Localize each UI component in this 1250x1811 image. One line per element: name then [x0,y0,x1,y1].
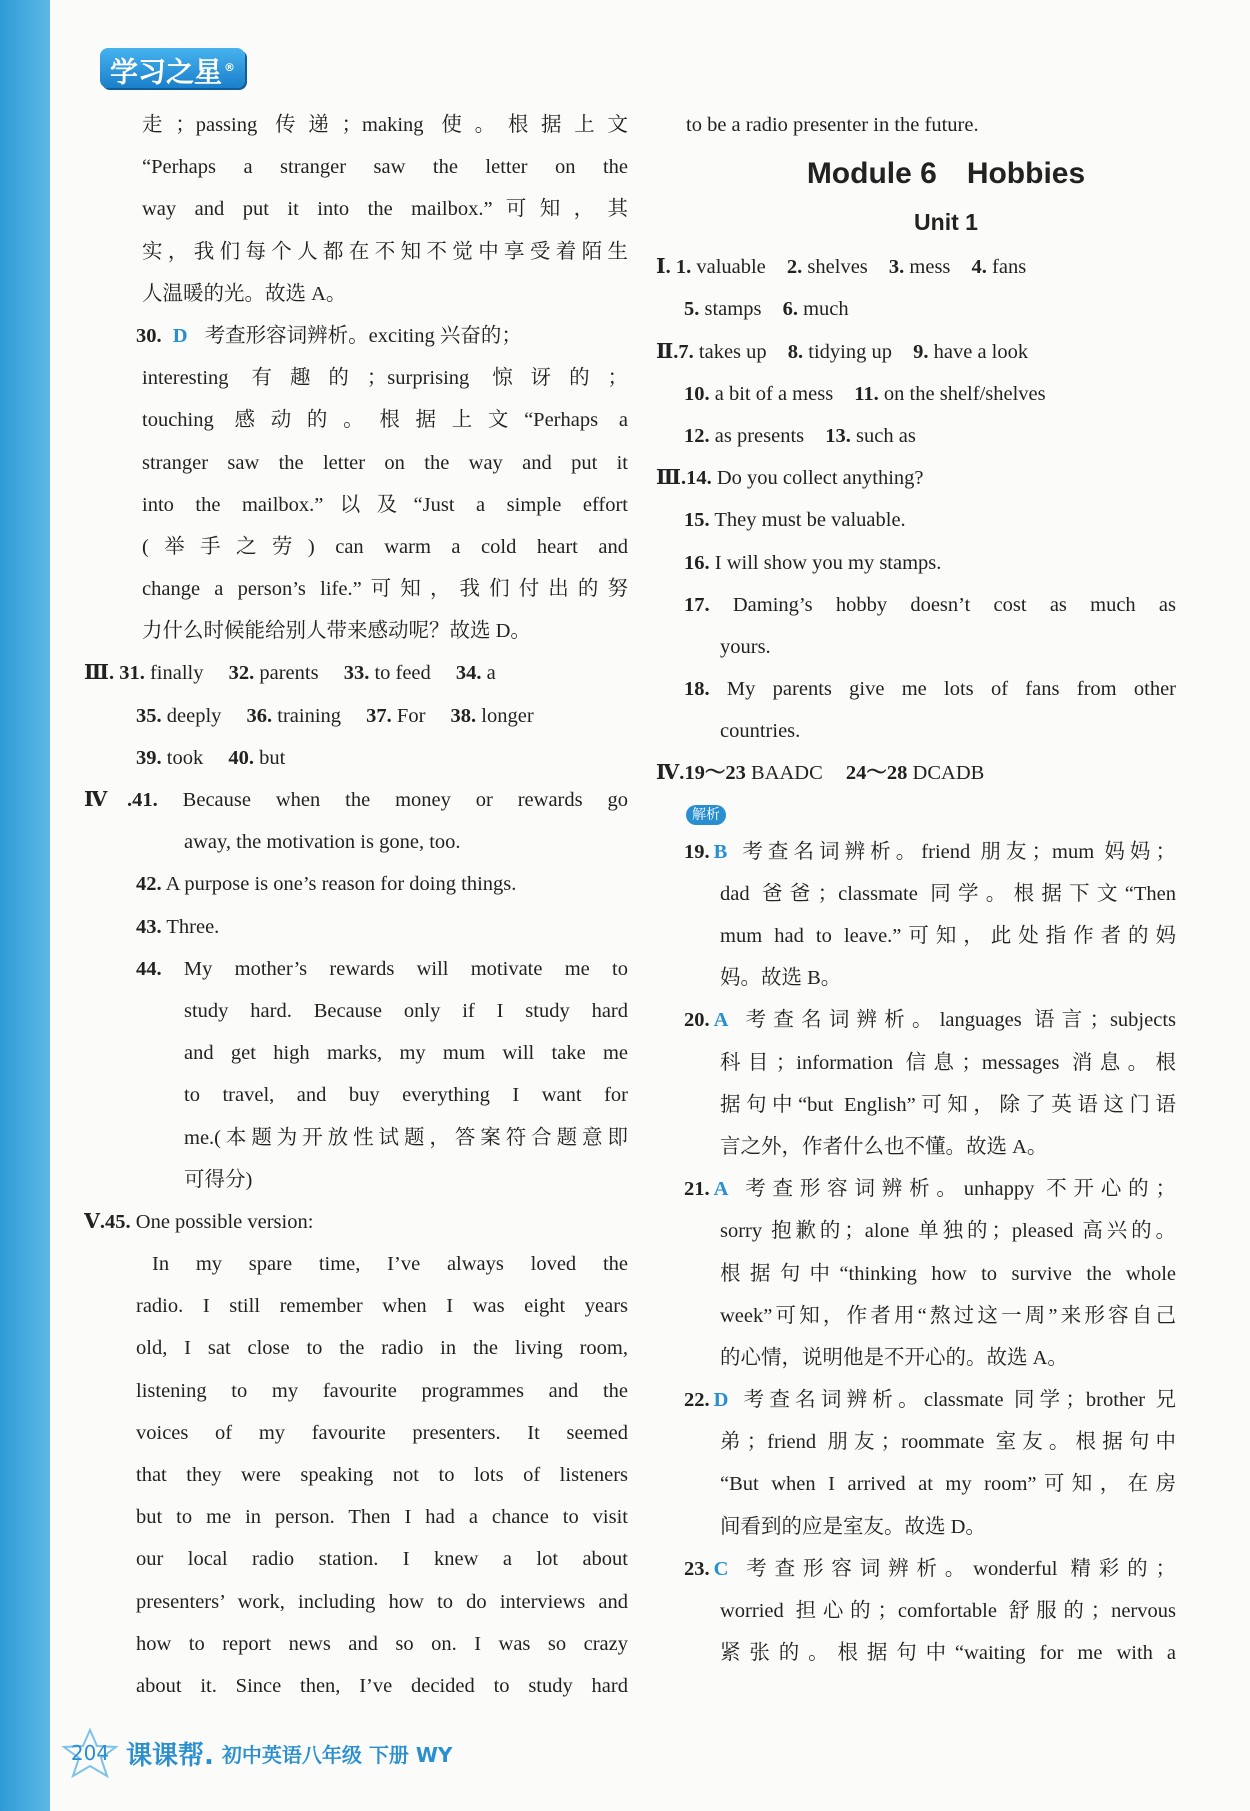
item-answer: stamps [704,298,762,321]
explanation-text: 考查名词辨析。friend 朋友；mum 妈妈； [737,840,1176,863]
text-line: 科目；information 信息；messages 消息。根 [720,1051,1176,1074]
item-answer: deeply [166,704,222,727]
section-label: Ⅳ. [84,789,133,811]
question-number: 43. [136,915,162,938]
section-label: Ⅲ. [84,662,115,685]
answer-letter: A [713,1009,729,1032]
question-number: 16. [684,551,710,574]
essay-line: but to me in person. Then I had a chance to visit [136,1506,628,1529]
explanation-text: 考查形容词辨析。wonderful 精彩的； [738,1557,1176,1580]
page-footer [60,1728,452,1778]
item-number: 1. [675,256,692,279]
item-answer: much [803,298,849,321]
essay-line: listening to my favourite programmes and the [136,1379,628,1402]
item-number: 6. [782,298,798,321]
item-number: 11. [854,382,879,405]
unit-title: Unit 1 [914,209,978,236]
page-spine-stripe [0,0,50,1811]
answer-text: Three. [166,915,220,938]
analysis-badge-row [656,795,1176,831]
text-line: me.(本题为开放性试题，答案符合题意即 [184,1126,628,1149]
text-line: and get high marks, my mum will take me [184,1042,628,1065]
text-line: week”可知，作者用“熬过这一周”来形容自己 [720,1304,1176,1327]
question-number: 23. [684,1557,710,1580]
section-label: Ⅴ. [84,1210,106,1233]
answer-intro: One possible version: [135,1210,314,1233]
essay-line: about it. Since then, I’ve decided to study hard [136,1674,628,1697]
answer-letter: D [172,324,188,347]
question-45 [84,1201,628,1243]
explanation-text: 考查名词辨析。classmate 同学；brother 兄 [738,1389,1176,1412]
text-line: sorry 抱歉的；alone 单独的；pleased 高兴的。 [720,1220,1176,1243]
text-line: 言之外，作者什么也不懂。故选 A。 [720,1135,1048,1158]
item-number: 34. [455,662,482,685]
essay-line: that they were speaking not to lots of listeners [136,1464,628,1486]
explanation-text: 考查形容词辨析。unhappy 不开心的； [738,1178,1176,1201]
essay-line: how to report news and so on. I was so crazy [136,1632,628,1655]
essay-line: In my spare time, I’ve always loved the [152,1253,628,1276]
question-number: 14. [686,467,712,490]
item-answer: shelves [807,256,868,279]
item-number: 38. [450,704,477,727]
essay-line: voices of my favourite presenters. It seemed [136,1421,628,1444]
item-answer: such as [856,424,916,447]
item-number: 39. [136,746,162,769]
item-number: 5. [684,298,700,321]
question-30 [108,315,628,357]
answer-text: They must be valuable. [714,509,906,532]
item-answer: took [166,746,204,769]
item-answer: a bit of a mess [714,382,834,405]
text-line: touching 感动的。根据上文“Perhaps a [142,409,628,432]
question-number: 45. [105,1210,131,1233]
item-answer: For [396,704,426,727]
question-17 [656,584,1176,626]
answer-text: Do you collect anything? [716,467,924,490]
text-line: “Perhaps a stranger saw the letter on the [142,156,628,179]
question-number: 18. [684,678,710,701]
question-20 [656,999,1176,1041]
text-line: 妈。故选 B。 [720,967,842,990]
section-1-row [656,288,1176,330]
item-number: 8. [787,340,804,363]
text-line: stranger saw the letter on the way and put it [142,451,628,474]
answer-text: A purpose is one’s reason for doing things. [165,873,517,896]
item-number: 9. [913,340,929,363]
item-answer: a [486,662,496,685]
text-line: interesting 有趣的；surprising 惊讶的； [142,367,628,390]
question-number: 17. [684,593,710,616]
question-number: 44. [136,957,162,980]
text-line: to be a radio presenter in the future. [686,114,979,136]
item-number: 3. [888,256,905,279]
section-4-answers [656,752,1176,794]
text-line: “But when I arrived at my room”可知，在房 [720,1473,1176,1496]
text-line: study hard. Because only if I study hard [184,999,628,1022]
section-2-row [656,415,1176,457]
text-line: mum had to leave.”可知，此处指作者的妈 [720,925,1176,947]
text-line: 间看到的应是室友。故选 D。 [720,1515,986,1538]
text-line: 力什么时候能给别人带来感动呢？故选 D。 [142,620,531,643]
page-number-star [60,1728,120,1778]
item-number: 37. [366,704,392,727]
essay-line: radio. I still remember when I was eight years [136,1295,628,1318]
item-number: 32. [228,662,255,685]
text-line: 可得分) [184,1168,253,1191]
publisher-logo [100,48,245,88]
question-23 [656,1548,1176,1590]
item-number: 2. [786,256,803,279]
question-15 [656,499,1176,541]
text-line: way and put it into the mailbox.”可知，其 [142,198,628,221]
item-answer: takes up [698,340,767,363]
answer-letters: BAADC [751,762,823,785]
item-number: 33. [343,662,370,685]
essay-line: our local radio station. I knew a lot about [136,1548,628,1571]
question-range: 24～28 [845,762,908,785]
item-answer: valuable [696,256,766,279]
text-line: 的心情，说明他是不开心的。故选 A。 [720,1346,1068,1369]
brand-name: 课课帮. [126,1740,214,1771]
book-title: 初中英语八年级 下册 WY [221,1742,453,1767]
page-number: 204 [70,1741,110,1765]
text-line: 人温暖的光。故选 A。 [142,282,347,305]
question-43 [108,906,628,948]
text-line: yours. [720,635,771,658]
answer-letter: C [713,1557,729,1580]
answer-text: Because when the money or rewards go [182,789,628,811]
question-number: 30. [136,324,162,347]
answer-text: My mother’s rewards will motivate me to [183,957,628,980]
answer-text: My parents give me lots of fans from other [726,678,1176,701]
item-number: 36. [246,704,273,727]
item-answer: mess [909,256,951,279]
explanation-text: 考查形容词辨析。exciting 兴奋的； [204,324,522,347]
text-line: 紧张的。根据句中“waiting for me with a [720,1642,1176,1665]
question-16 [656,542,1176,584]
question-number: 21. [684,1178,710,1201]
section-3-row [108,737,628,779]
text-line: change a person’s life.”可知，我们付出的努 [142,578,628,601]
question-22 [656,1379,1176,1421]
item-answer: to feed [374,662,431,685]
text-line: into the mailbox.”以及“Just a simple effort [142,493,628,516]
explanation-text: 考查名词辨析。languages 语言；subjects [738,1009,1176,1032]
text-line: away, the motivation is gone, too. [184,831,461,854]
answer-text: I will show you my stamps. [714,551,942,574]
question-41 [84,779,628,821]
item-number: 31. [119,662,145,685]
question-number: 41. [132,789,158,811]
question-number: 22. [684,1389,710,1412]
text-line: (举手之劳) can warm a cold heart and [142,535,628,558]
analysis-badge: 解析 [686,805,726,825]
item-answer: on the shelf/shelves [883,382,1046,405]
logo-text: 学习之星 [110,55,223,89]
item-answer: parents [259,662,319,685]
section-2-row [656,373,1176,415]
section-1-row [656,246,1176,288]
section-3-row [108,695,628,737]
item-number: 40. [228,746,254,769]
item-answer: finally [149,662,204,685]
item-number: 7. [678,340,694,363]
text-line: worried 担心的；comfortable 舒服的；nervous [720,1600,1176,1622]
module-title: Module 6 Hobbies [806,157,1086,191]
item-answer: tidying up [808,340,892,363]
registered-mark: ® [224,61,236,74]
section-label: Ⅲ. [656,467,687,490]
text-line: 弟；friend 朋友；roommate 室友。根据句中 [720,1431,1176,1454]
item-number: 4. [971,256,987,279]
question-19 [656,831,1176,873]
item-answer: as presents [714,424,805,447]
answer-text: Daming’s hobby doesn’t cost as much as [732,593,1176,616]
essay-line: presenters’ work, including how to do interviews and [136,1590,628,1613]
question-range: 19～23 [684,762,746,785]
question-18 [656,668,1176,710]
right-column [656,104,1176,1674]
question-14 [656,457,1176,499]
answer-letters: DCADB [912,762,985,785]
answer-letter: D [713,1389,729,1412]
text-line: 走；passing 传递；making 使。根据上文 [142,114,628,136]
section-label: Ⅱ. [656,340,679,363]
question-number: 20. [684,1009,710,1032]
item-number: 12. [684,424,710,447]
question-44 [108,948,628,990]
question-number: 42. [136,873,162,896]
section-3-row [84,652,628,694]
question-42 [108,863,628,905]
text-line: 据句中“but English”可知，除了英语这门语 [720,1093,1176,1116]
section-2-row [656,331,1176,373]
question-number: 19. [684,840,710,863]
answer-letter: B [713,840,728,863]
section-label: Ⅳ. [656,762,685,785]
item-answer: but [259,746,286,769]
item-number: 10. [684,382,710,405]
text-line: dad 爸爸；classmate 同学。根据下文“Then [720,882,1176,905]
text-line: to travel, and buy everything I want for [184,1084,628,1107]
section-label: Ⅰ. [656,256,671,279]
item-answer: training [277,704,342,727]
left-column [84,104,628,1707]
item-answer: fans [992,256,1027,279]
text-line: 实，我们每个人都在不知不觉中享受着陌生 [142,240,628,263]
answer-letter: A [713,1178,729,1201]
essay-line: old, I sat close to the radio in the living room, [136,1337,628,1360]
item-answer: have a look [933,340,1029,363]
item-number: 35. [136,704,162,727]
question-21 [656,1168,1176,1210]
question-number: 15. [684,509,710,532]
item-number: 13. [825,424,851,447]
text-line: countries. [720,720,801,743]
text-line: 根据句中“thinking how to survive the whole [720,1262,1176,1285]
item-answer: longer [481,704,534,727]
